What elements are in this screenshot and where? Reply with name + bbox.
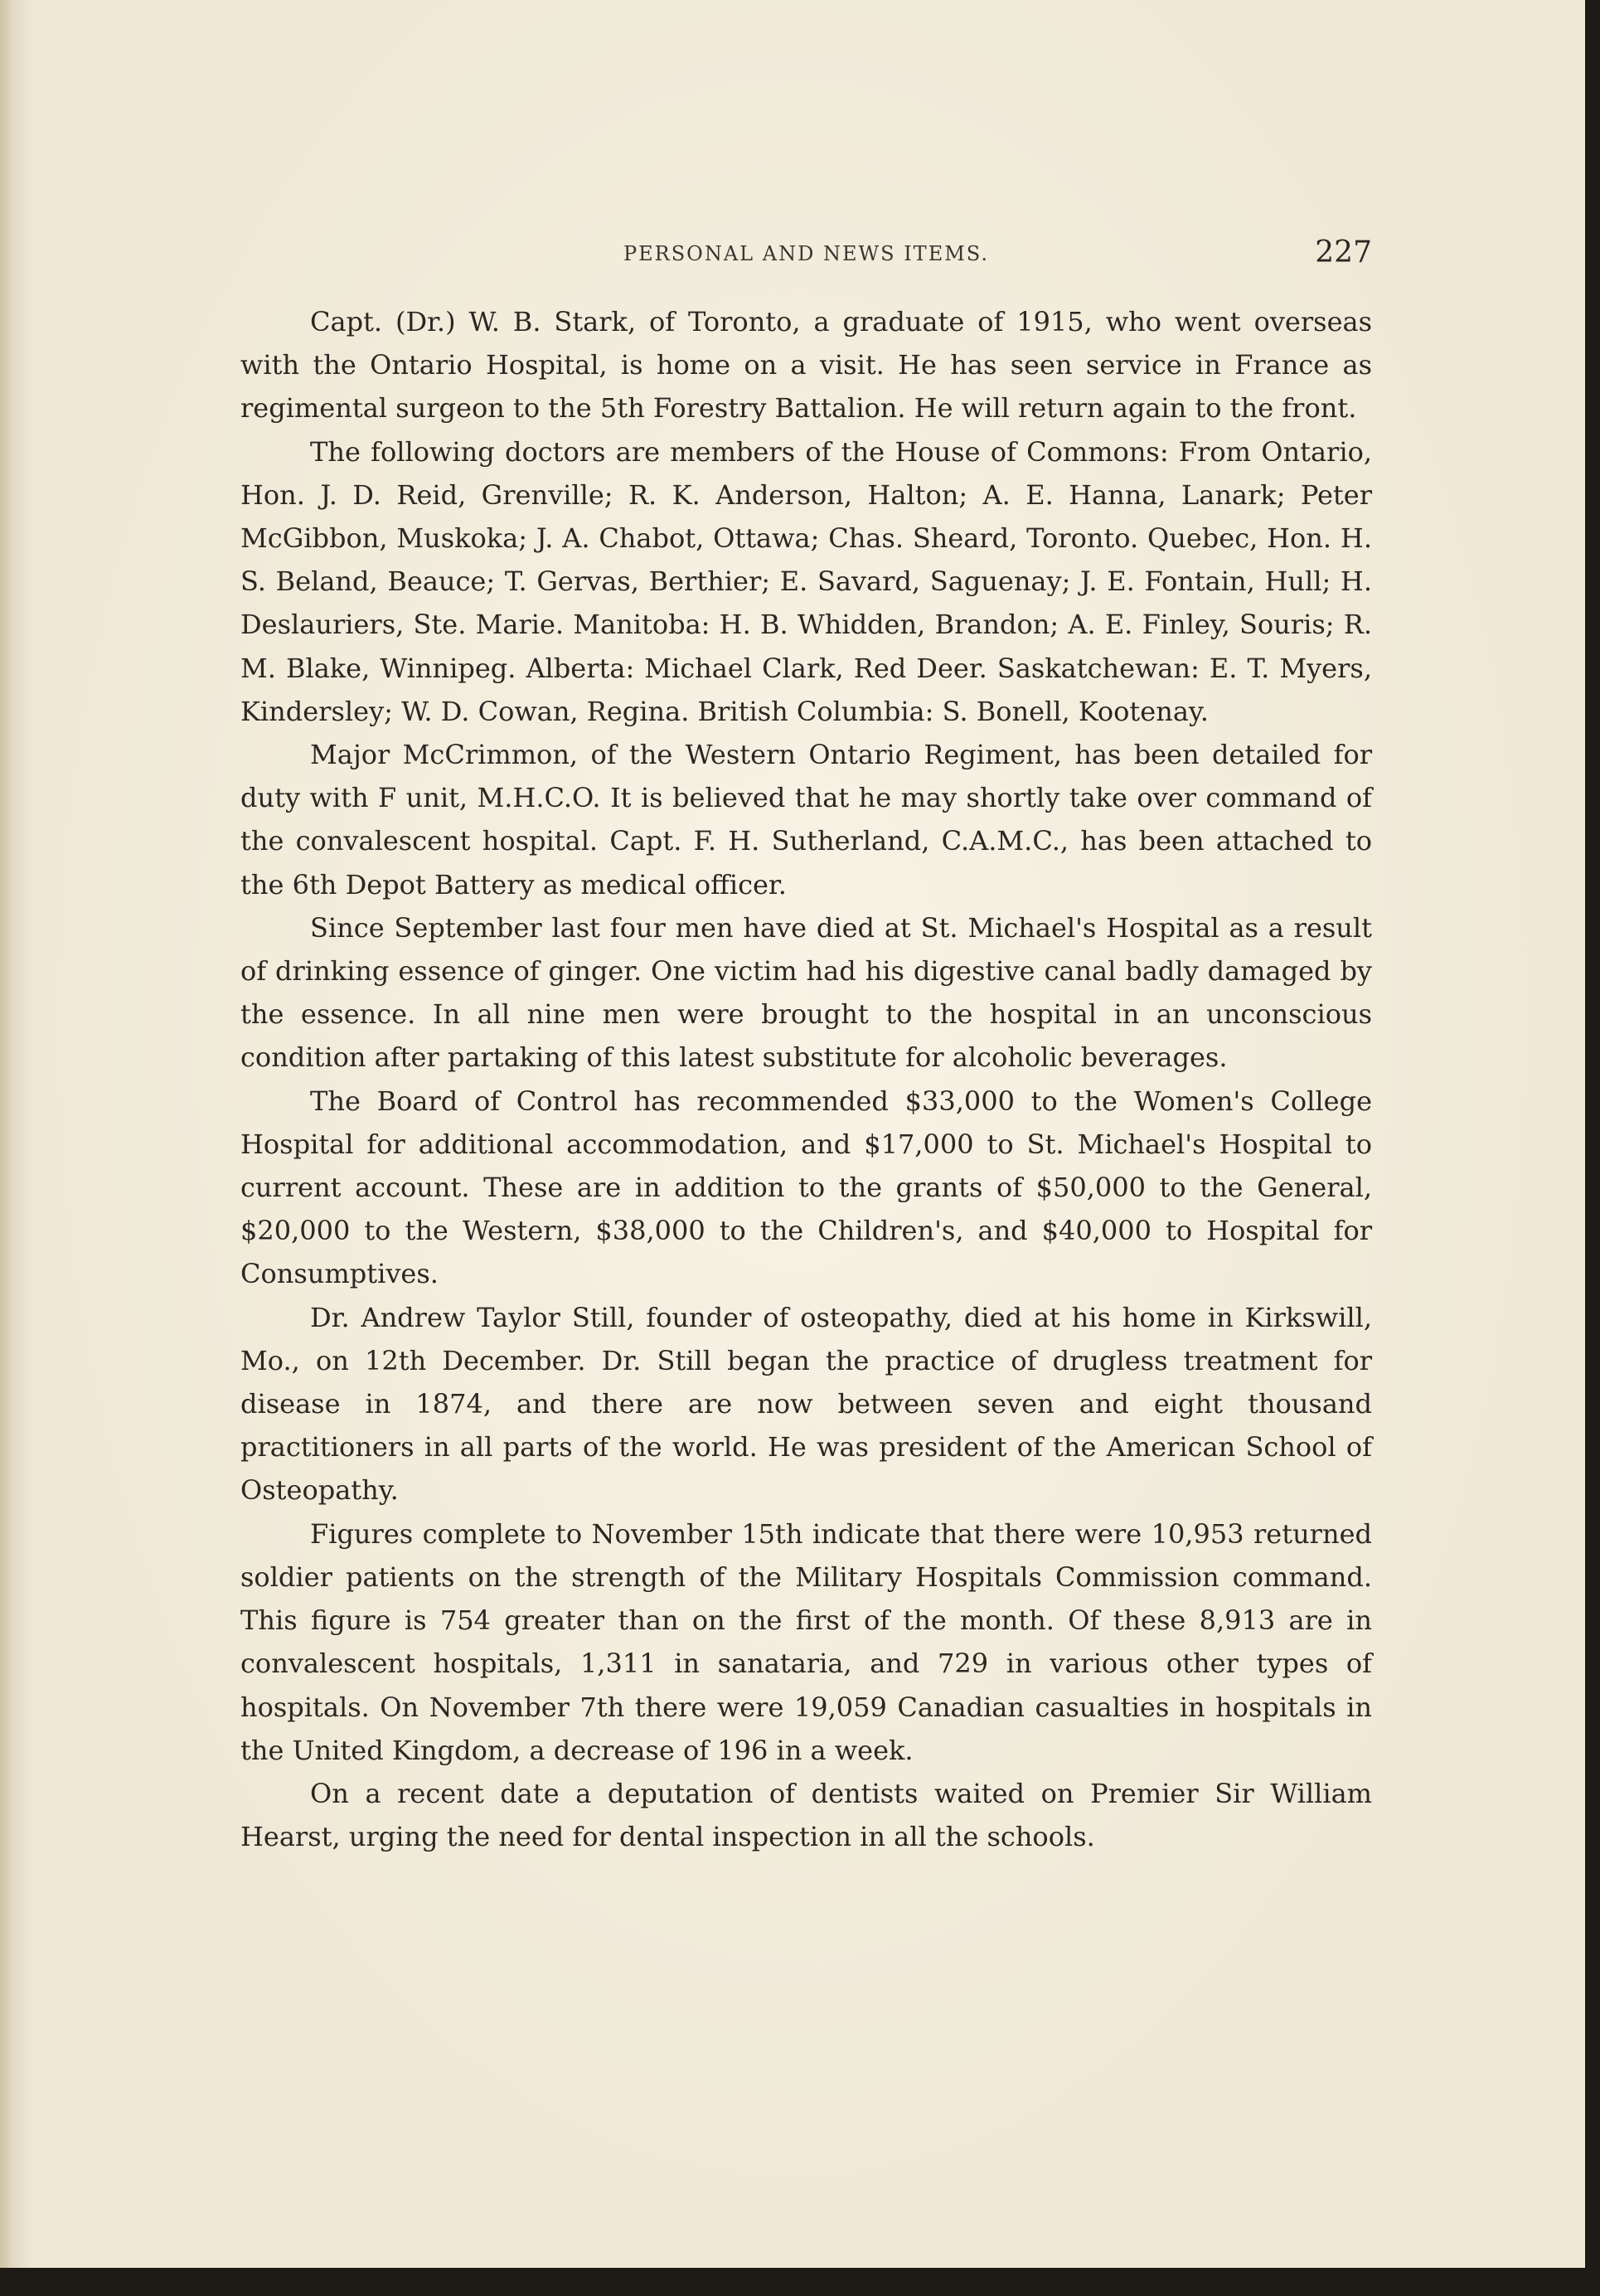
page-left-shadow bbox=[0, 0, 12, 2268]
paragraph-mccrimmon: Major McCrimmon, of the Western Ontario Regiment, has been detailed for duty with F unit, M.H.C.O. It is believed that he may shortly take over command of the convalescent hospital. Capt. F. H. Sutherland, C.A.M.C., has been attached to the 6th Depot Battery as medical officer. bbox=[240, 739, 1372, 900]
paragraph-stark: Capt. (Dr.) W. B. Stark, of Toronto, a graduate of 1915, who went overseas with the Ontario Hospital, is home on a visit. He has seen service in France as regimental surgeon to the 5th Forestry Battalion. He will return again to the front. bbox=[240, 306, 1372, 425]
paragraph-house-of-commons: The following doctors are members of the House of Commons: From Ontario, Hon. J. D. Reid, Grenville; R. K. Anderson, Halton; A. E. Hanna, Lanark; Peter McGibbon, Muskoka; J. A. Chabot, Ottawa; Chas. Sheard, Toronto. Quebec, Hon. H. S. Beland, Beauce; T. Gervas, Berthier; E. Savard, Saguenay; J. E. Fontain, Hull; H. Deslauriers, Ste. Marie. Manitoba: H. B. Whidden, Brandon; A. E. Finley, Souris; R. M. Blake, Winnipeg. Alberta: Michael Clark, Red Deer. Saskatchewan: E. T. Myers, Kindersley; W. D. Cowan, Regina. British Columbia: S. Bonell, Kootenay. bbox=[240, 435, 1372, 727]
paragraph-ginger: Since September last four men have died at St. Michael's Hospital as a result of drinking essence of ginger. One victim had his digestive canal badly damaged by the essence. In all nine men were brought to the hospital in an unconscious condition after partaking of this latest substitute for alcoholic beverages. bbox=[240, 911, 1372, 1074]
running-head bbox=[240, 232, 1372, 282]
running-title: PERSONAL AND NEWS ITEMS. bbox=[623, 242, 989, 265]
page-content bbox=[240, 232, 1372, 1858]
paragraph-dentists: On a recent date a deputation of dentists waited on Premier Sir William Hearst, urging the need for dental inspection in all the schools. bbox=[240, 1777, 1372, 1853]
scan-bottom-border bbox=[0, 2268, 1600, 2296]
scan-right-border bbox=[1585, 0, 1600, 2296]
page-number: 227 bbox=[1315, 235, 1372, 269]
paragraph-board-of-control: The Board of Control has recommended $33,000 to the Women's College Hospital for additional accommodation, and $17,000 to St. Michael's Hospital to current account. These are in addition to the grants of $50,000 to the General, $20,000 to the Western, $38,000 to the Children's, and $40,000 to Hospital for Consumptives. bbox=[240, 1085, 1372, 1290]
paragraph-figures: Figures complete to November 15th indicate that there were 10,953 returned soldier patients on the strength of the Military Hospitals Commission command. This figure is 754 greater than on the first of the month. Of these 8,913 are in convalescent hospitals, 1,311 in sanataria, and 729 in various other types of hospitals. On November 7th there were 19,059 Canadian casualties in hospitals in the United Kingdom, a decrease of 196 in a week. bbox=[240, 1517, 1372, 1766]
paragraph-still: Dr. Andrew Taylor Still, founder of osteopathy, died at his home in Kirkswill, Mo., on 12th December. Dr. Still began the practice of drugless treatment for disease in 1874, and there are now between seven and eight thousand practitioners in all parts of the world. He was president of the American School of Osteopathy. bbox=[240, 1301, 1372, 1507]
